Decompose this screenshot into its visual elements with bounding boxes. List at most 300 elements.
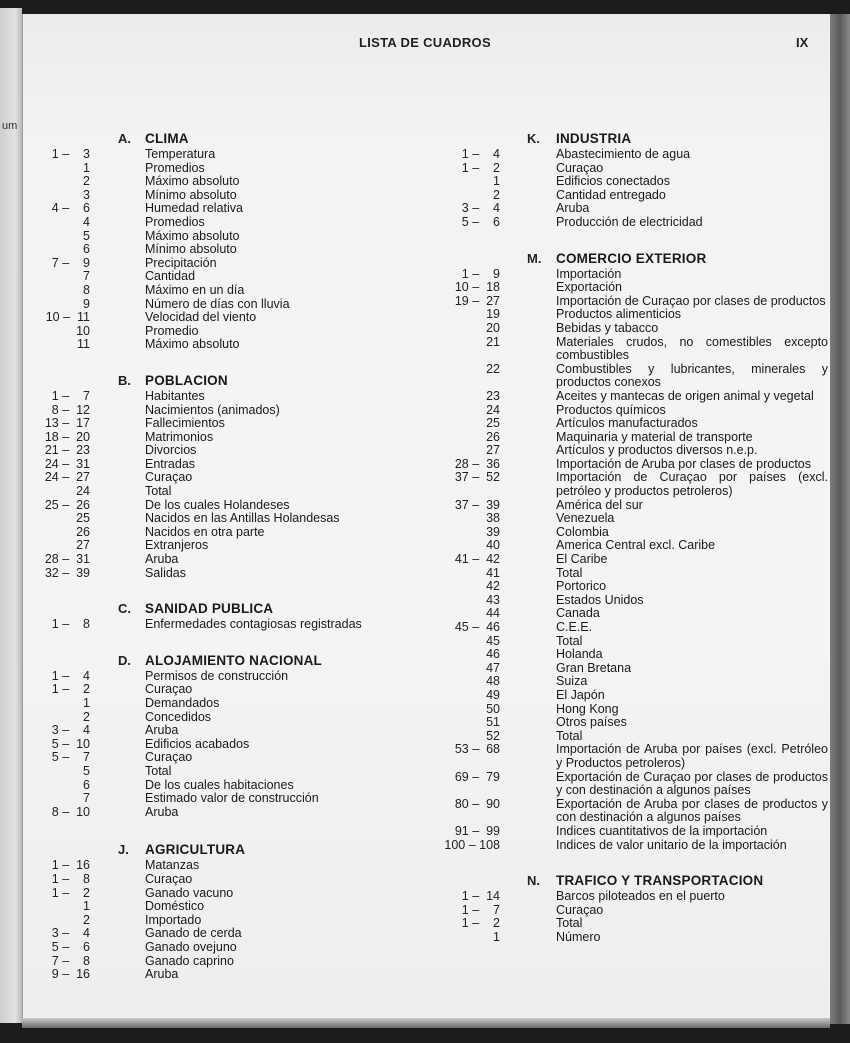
table-number-range: 26 [486,429,500,444]
entry-label: Aruba [145,804,179,819]
table-number-range: 1 – 7 [51,388,90,403]
entry-label: Materiales crudos, no comestibles excepto combustibles [556,334,828,363]
table-number-range: 52 [486,728,500,743]
table-number-range: 5 – 6 [51,939,90,954]
entry-label: Mínimo absoluto [145,187,237,202]
entry-label: Curaçao [556,160,604,175]
section-spacer [0,819,420,839]
toc-entry [420,431,830,445]
toc-entry [420,553,830,567]
table-number-range: 1 – 16 [51,858,90,873]
section-heading [420,248,830,266]
table-number-range: 25 – 26 [44,497,90,512]
entry-label: Total [556,565,583,580]
section-letter: A. [118,131,131,146]
table-number-range: 80 – 90 [454,796,500,811]
entry-label: Importación [556,266,622,281]
toc-section [0,128,420,352]
entry-label: Ganado de cerda [145,926,242,941]
entry-label: Promedios [145,214,205,229]
entry-label: Artículos y productos diversos n.e.p. [556,443,758,458]
toc-entry [420,539,830,553]
table-number-range: 6 [83,777,90,792]
entry-label: Divorcios [145,443,197,458]
entry-label: Aruba [145,723,179,738]
section-title: AGRICULTURA [145,842,246,858]
entry-label: Promedios [145,160,205,175]
table-number-range: 1 [493,174,500,189]
table-number-range: 5 [83,228,90,243]
entry-label: Total [556,916,583,931]
toc-entry [420,458,830,472]
table-number-range: 69 – 79 [454,769,500,784]
toc-entry [0,298,420,312]
section-heading [0,839,420,857]
entry-label: Aruba [556,201,590,216]
table-number-range: 3 – 4 [51,926,90,941]
toc-entry [0,779,420,793]
table-number-range: 45 – 46 [454,620,500,634]
table-number-range: 5 – 6 [461,214,500,229]
entry-label: Demandados [145,696,220,710]
section-letter: D. [118,652,131,668]
toc-entry [420,512,830,526]
toc-entry [420,730,830,744]
table-number-range: 23 [486,388,500,403]
toc-entry [0,927,420,941]
entry-label: Estados Unidos [556,592,644,607]
table-number-range: 10 – 11 [45,310,90,325]
toc-section [0,839,420,981]
section-title: ALOJAMIENTO NACIONAL [145,652,323,668]
entry-label: Promedio [145,323,199,338]
table-number-range: 1 [493,929,500,944]
table-number-range: 20 [486,320,500,335]
entry-label: Ganado ovejuno [145,939,237,954]
entry-label: Bebidas y tabacco [556,320,659,335]
entry-label: Enfermedades contagiosas registradas [145,617,362,632]
entry-label: Suiza [556,674,588,689]
table-number-range: 46 [486,647,500,662]
section-letter: M. [527,250,542,266]
table-number-range: 7 – 8 [51,953,90,968]
entry-label: Nacidos en las Antillas Holandesas [145,511,340,526]
entry-label: Salidas [145,565,186,580]
entry-label: Gran Bretana [556,660,632,675]
toc-entry [420,635,830,649]
table-number-range: 1 – 9 [461,266,500,281]
table-number-range: 28 – 31 [44,552,90,567]
table-number-range: 40 [486,538,500,553]
entry-label: Curaçao [145,682,193,697]
toc-entry [420,189,830,203]
toc-entry [0,873,420,887]
entry-label: Máximo absoluto [145,337,240,352]
toc-entry [420,268,830,282]
table-number-range: 1 – 7 [461,902,500,917]
entry-label: Producción de electricidad [556,214,703,229]
toc-entry [420,771,830,798]
toc-section [420,248,830,853]
toc-entry [0,431,420,445]
entry-label: Máximo en un día [145,282,245,297]
entry-label: Indices cuantitativos de la importación [556,823,768,838]
toc-entry [420,404,830,418]
toc-entry [420,648,830,662]
entry-label: Máximo absoluto [145,174,240,189]
entry-label: Exportación [556,280,623,295]
table-number-range: 24 – 31 [44,456,90,471]
table-number-range: 5 [83,763,90,778]
toc-entry [0,751,420,765]
table-number-range: 8 – 12 [51,402,90,417]
entry-label: América del sur [556,497,643,512]
entry-label: Productos alimenticios [556,307,682,322]
entry-label: Entradas [145,456,196,471]
table-number-range: 2 [83,174,90,189]
entry-label: Habitantes [145,388,205,403]
left-column [0,128,420,982]
entry-label: Venezuela [556,511,615,526]
toc-entry [0,900,420,914]
entry-label: Productos químicos [556,402,666,417]
table-number-range: 7 [83,269,90,284]
table-number-range: 26 [76,524,90,539]
toc-entry [420,162,830,176]
table-number-range: 25 [76,511,90,526]
entry-label: Ganado vacuno [145,885,234,900]
entry-label: Total [556,728,583,743]
page-number: IX [796,35,809,50]
section-title: TRAFICO Y TRANSPORTACION [556,873,764,889]
toc-entry [420,471,830,498]
table-number-range: 1 [83,160,90,175]
entry-label: Importación de Curaçao por clases de productos [556,293,826,308]
toc-entry [0,792,420,806]
toc-entry [0,955,420,969]
toc-entry [0,284,420,298]
toc-entry [420,716,830,730]
section-spacer [420,852,830,870]
table-number-range: 41 [486,565,500,580]
entry-label: Curaçao [145,750,193,765]
entry-label: Extranjeros [145,538,209,553]
entry-label: Otros países [556,715,627,730]
entry-label: Curaçao [556,902,604,917]
toc-entry [0,711,420,725]
table-number-range: 39 [486,524,500,539]
table-number-range: 13 – 17 [44,416,90,431]
table-number-range: 1 – 4 [461,147,500,161]
table-number-range: 7 – 9 [51,255,90,270]
entry-label: Número [556,929,601,944]
table-number-range: 1 – 8 [51,871,90,886]
toc-entry [0,968,420,982]
entry-label: Ganado caprino [145,953,234,968]
table-number-range: 42 [486,579,500,594]
section-title: CLIMA [145,131,189,146]
toc-entry [420,580,830,594]
section-spacer [0,632,420,650]
table-number-range: 1 – 2 [51,885,90,900]
section-heading [420,128,830,146]
toc-entry [0,270,420,284]
entry-label: Velocidad del viento [145,310,257,325]
toc-entry [420,675,830,689]
toc-entry [420,594,830,608]
table-number-range: 21 [486,334,500,349]
table-number-range: 24 – 27 [44,470,90,485]
table-number-range: 18 – 20 [44,429,90,444]
entry-label: Importado [145,912,202,927]
previous-page-text-fragment: um [2,120,18,132]
toc-entry [420,607,830,621]
entry-label: De los cuales habitaciones [145,777,294,792]
toc-entry [420,148,830,162]
section-spacer [0,352,420,370]
page-binding-shadow [830,14,850,1024]
entry-label: Artículos manufacturados [556,416,698,431]
entry-label: Total [556,633,583,648]
entry-label: Colombia [556,524,609,539]
toc-entry [0,338,420,352]
toc-entry [0,444,420,458]
table-number-range: 2 [83,912,90,927]
toc-entry [0,202,420,216]
entry-label: Canada [556,606,600,621]
table-number-range: 8 – 10 [51,804,90,819]
entry-label: America Central excl. Caribe [556,538,716,553]
table-number-range: 53 – 68 [454,742,500,757]
entry-label: Indices de valor unitario de la importación [556,837,787,852]
toc-entry [420,703,830,717]
table-number-range: 4 [83,214,90,229]
toc-entry [420,890,830,904]
entry-label: Total [145,763,172,778]
toc-entry [0,175,420,189]
table-number-range: 1 [83,899,90,914]
toc-entry [0,683,420,697]
section-spacer [420,230,830,248]
toc-entry [420,216,830,230]
table-number-range: 24 [486,402,500,417]
entry-label: Máximo absoluto [145,228,240,243]
entry-label: Importación de Aruba por clases de productos [556,456,812,471]
entry-label: Nacidos en otra parte [145,524,265,539]
table-number-range: 37 – 39 [454,497,500,512]
toc-entry [420,662,830,676]
section-title: INDUSTRIA [556,131,632,146]
entry-label: Precipitación [145,255,217,270]
entry-label: Total [145,484,172,499]
toc-entry [0,618,420,632]
toc-entry [0,458,420,472]
toc-entry [0,670,420,684]
section-letter: B. [118,372,131,388]
table-number-range: 21 – 23 [44,443,90,458]
entry-label: Abastecimiento de agua [556,147,691,161]
toc-entry [420,839,830,853]
toc-entry [0,941,420,955]
toc-entry [420,499,830,513]
table-number-range: 6 [83,242,90,257]
toc-entry [0,553,420,567]
toc-entry [0,325,420,339]
table-number-range: 1 – 2 [51,682,90,697]
toc-entry [420,526,830,540]
entry-label: C.E.E. [556,620,593,634]
toc-entry [0,230,420,244]
toc-entry [0,914,420,928]
section-title: COMERCIO EXTERIOR [556,250,707,266]
toc-entry [0,216,420,230]
entry-label: De los cuales Holandeses [145,497,290,512]
toc-section [420,870,830,944]
toc-entry [0,485,420,499]
table-number-range: 4 – 6 [51,201,90,216]
table-number-range: 2 [83,709,90,724]
table-number-range: 3 [83,187,90,202]
table-number-range: 8 [83,282,90,297]
entry-label: Matanzas [145,858,200,873]
entry-label: Concedidos [145,709,212,724]
entry-label: Edificios acabados [145,736,250,751]
toc-entry [420,336,830,363]
toc-entry [0,243,420,257]
section-heading [0,128,420,146]
section-letter: C. [118,601,131,617]
table-number-range: 7 [83,791,90,806]
table-number-range: 19 – 27 [454,293,500,308]
table-number-range: 9 – 16 [51,967,90,982]
section-letter: N. [527,873,540,889]
table-number-range: 25 [486,416,500,431]
toc-entry [0,859,420,873]
entry-label: Curaçao [145,871,193,886]
table-number-range: 27 [76,538,90,553]
entry-label: Cantidad entregado [556,187,666,202]
table-number-range: 27 [486,443,500,458]
table-number-range: 50 [486,701,500,716]
toc-entry [0,697,420,711]
table-number-range: 1 – 4 [51,668,90,683]
toc-entry [420,444,830,458]
toc-entry [420,281,830,295]
entry-label: Importación de Curaçao por países (excl. petróleo y productos petroleros) [556,470,828,499]
toc-entry [420,621,830,635]
table-number-range: 11 [77,337,90,352]
entry-label: Holanda [556,647,603,662]
toc-entry [420,825,830,839]
entry-label: Mínimo absoluto [145,242,237,257]
entry-label: Exportación de Aruba por clases de productos y con destinación a algunos países [556,796,828,825]
toc-entry [0,404,420,418]
toc-entry [0,765,420,779]
entry-label: Aceites y mantecas de origen animal y vegetal [556,388,814,403]
toc-entry [0,567,420,581]
toc-entry [0,162,420,176]
entry-label: Humedad relativa [145,201,243,216]
entry-label: Número de días con lluvia [145,296,290,311]
table-number-range: 43 [486,592,500,607]
toc-entry [0,148,420,162]
entry-label: Hong Kong [556,701,619,716]
table-number-range: 3 – 4 [461,201,500,216]
section-heading [420,870,830,888]
entry-label: Matrimonios [145,429,214,444]
entry-label: Maquinaria y material de transporte [556,429,753,444]
table-number-range: 24 [76,484,90,499]
table-number-range: 41 – 42 [454,552,500,567]
toc-entry [420,917,830,931]
table-number-range: 45 [486,633,500,648]
table-number-range: 5 – 10 [51,736,90,751]
toc-entry [420,689,830,703]
table-number-range: 1 – 14 [461,889,500,904]
entry-label: Doméstico [145,899,205,914]
table-number-range: 51 [486,715,500,730]
toc-entry [420,798,830,825]
page-title: LISTA DE CUADROS [359,35,491,50]
entry-label: El Caribe [556,552,608,567]
entry-label: Exportación de Curaçao por clases de productos y con destinación a algunos países [556,769,828,798]
toc-entry [420,363,830,390]
entry-label: El Japón [556,687,605,702]
entry-label: Curaçao [145,470,193,485]
toc-entry [0,311,420,325]
table-number-range: 5 – 7 [51,750,90,765]
toc-entry [0,539,420,553]
entry-label: Aruba [145,552,179,567]
table-number-range: 1 – 8 [51,617,90,632]
table-number-range: 9 [83,296,90,311]
entry-label: Combustibles y lubricantes, minerales y productos conexos [556,361,828,390]
toc-entry [0,257,420,271]
entry-label: Cantidad [145,269,196,284]
section-letter: K. [527,131,540,146]
table-number-range: 1 – 2 [461,916,500,931]
table-number-range: 10 [76,323,90,338]
table-number-range: 49 [486,687,500,702]
section-title: POBLACION [145,372,228,388]
table-number-range: 2 [493,187,500,202]
toc-entry [0,499,420,513]
table-number-range: 91 – 99 [454,823,500,838]
toc-entry [0,390,420,404]
toc-entry [0,724,420,738]
toc-entry [420,904,830,918]
table-number-range: 38 [486,511,500,526]
section-letter: J. [118,842,129,858]
entry-label: Nacimientos (animados) [145,402,280,417]
toc-section [0,370,420,580]
table-number-range: 37 – 52 [454,470,500,485]
toc-entry [0,471,420,485]
entry-label: Estimado valor de construcción [145,791,319,806]
table-number-range: 1 [83,696,90,710]
section-heading [0,650,420,668]
table-number-range: 10 – 18 [454,280,500,295]
toc-section [0,650,420,820]
toc-entry [420,322,830,336]
table-number-range: 100 – 108 [444,837,500,852]
entry-label: Barcos piloteados en el puerto [556,889,725,904]
entry-label: Aruba [145,967,179,982]
right-column [420,128,830,944]
table-number-range: 19 [486,307,500,322]
table-number-range: 48 [486,674,500,689]
toc-entry [420,308,830,322]
